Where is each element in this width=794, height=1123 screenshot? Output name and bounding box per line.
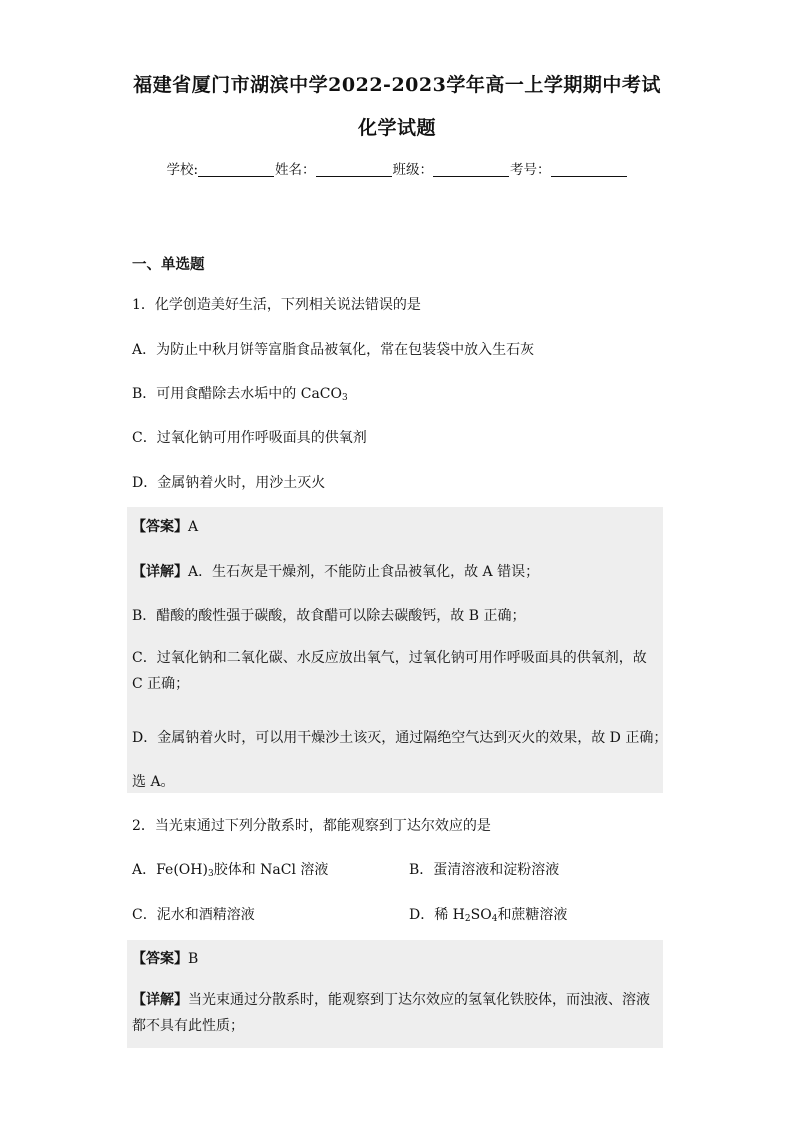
q2-answer-value: B [188, 951, 199, 967]
section-title: 一、单选题 [132, 256, 205, 273]
q1-option-a: A．为防止中秋月饼等富脂食品被氧化，常在包装袋中放入生石灰 [132, 342, 535, 358]
q1-detail-b: B．醋酸的酸性强于碳酸，故食醋可以除去碳酸钙，故 B 正确； [132, 608, 526, 624]
q2-answer-label: 【答案】 [132, 951, 188, 967]
q1-answer-label: 【答案】 [132, 519, 188, 535]
exam-number-label: 考号： [510, 162, 551, 178]
q1-option-c: C．过氧化钠可用作呼吸面具的供氧剂 [132, 430, 367, 446]
q1-option-b [132, 383, 348, 403]
q1-detail-end: 选 A。 [132, 774, 175, 790]
exam-title: 福建省厦门市湖滨中学2022-2023学年高一上学期期中考试 [133, 74, 661, 96]
q2-detail [132, 987, 658, 1039]
student-info-row [0, 158, 794, 178]
q1-detail-label: 【详解】 [132, 564, 188, 580]
q2-option-d-rest: 和蔗糖溶液 [497, 907, 568, 923]
q1-option-b-subscript: 3 [342, 393, 348, 403]
q1-detail-a-text: A．生石灰是干燥剂，不能防止食品被氧化，故 A 错误； [188, 564, 540, 580]
q2-option-b: B．蛋清溶液和淀粉溶液 [409, 862, 560, 878]
q2-option-a-subscript: 3 [207, 869, 214, 879]
q2-option-d-text: D．稀 H [409, 907, 465, 923]
q1-option-d: D．金属钠着火时，用沙土灭火 [132, 475, 326, 491]
exam-subtitle: 化学试题 [357, 117, 436, 139]
q2-option-d-subscript-1: 2 [464, 914, 471, 924]
school-blank [198, 162, 274, 177]
q2-detail-text: 当光束通过分散系时，能观察到丁达尔效应的氢氧化铁胶体，而浊液、溶液都不具有此性质； [132, 992, 650, 1034]
name-blank [316, 162, 392, 177]
q1-answer-value: A [188, 519, 199, 535]
q2-option-d-mid: SO [470, 907, 492, 923]
q1-answer [132, 516, 198, 536]
class-blank [433, 162, 509, 177]
q2-detail-label: 【详解】 [132, 992, 188, 1008]
q1-detail-a [132, 561, 539, 581]
q2-answer [132, 948, 198, 968]
q2-option-c: C．泥水和酒精溶液 [132, 907, 255, 923]
q1-stem: 1．化学创造美好生活，下列相关说法错误的是 [132, 297, 421, 313]
q2-option-a-text: A．Fe(OH) [132, 862, 208, 878]
q2-option-a [132, 859, 328, 879]
q1-detail-c: C．过氧化钠和二氧化碳、水反应放出氧气，过氧化钠可用作呼吸面具的供氧剂，故 C 正确； [132, 650, 647, 692]
q2-stem: 2．当光束通过下列分散系时，都能观察到丁达尔效应的是 [132, 818, 491, 834]
name-label: 姓名： [275, 162, 316, 178]
q2-option-d-subscript-2: 4 [491, 914, 498, 924]
class-label: 班级： [392, 162, 434, 178]
school-label: 学校: [166, 162, 199, 178]
q2-option-a-rest: 胶体和 NaCl 溶液 [213, 862, 329, 878]
exam-number-blank [551, 162, 627, 177]
q1-option-b-text: B．可用食醋除去水垢中的 CaCO [132, 386, 342, 402]
q2-option-d [409, 904, 567, 924]
q1-detail-d: D．金属钠着火时，可以用干燥沙土该灭，通过隔绝空气达到灭火的效果，故 D 正确； [132, 730, 668, 746]
